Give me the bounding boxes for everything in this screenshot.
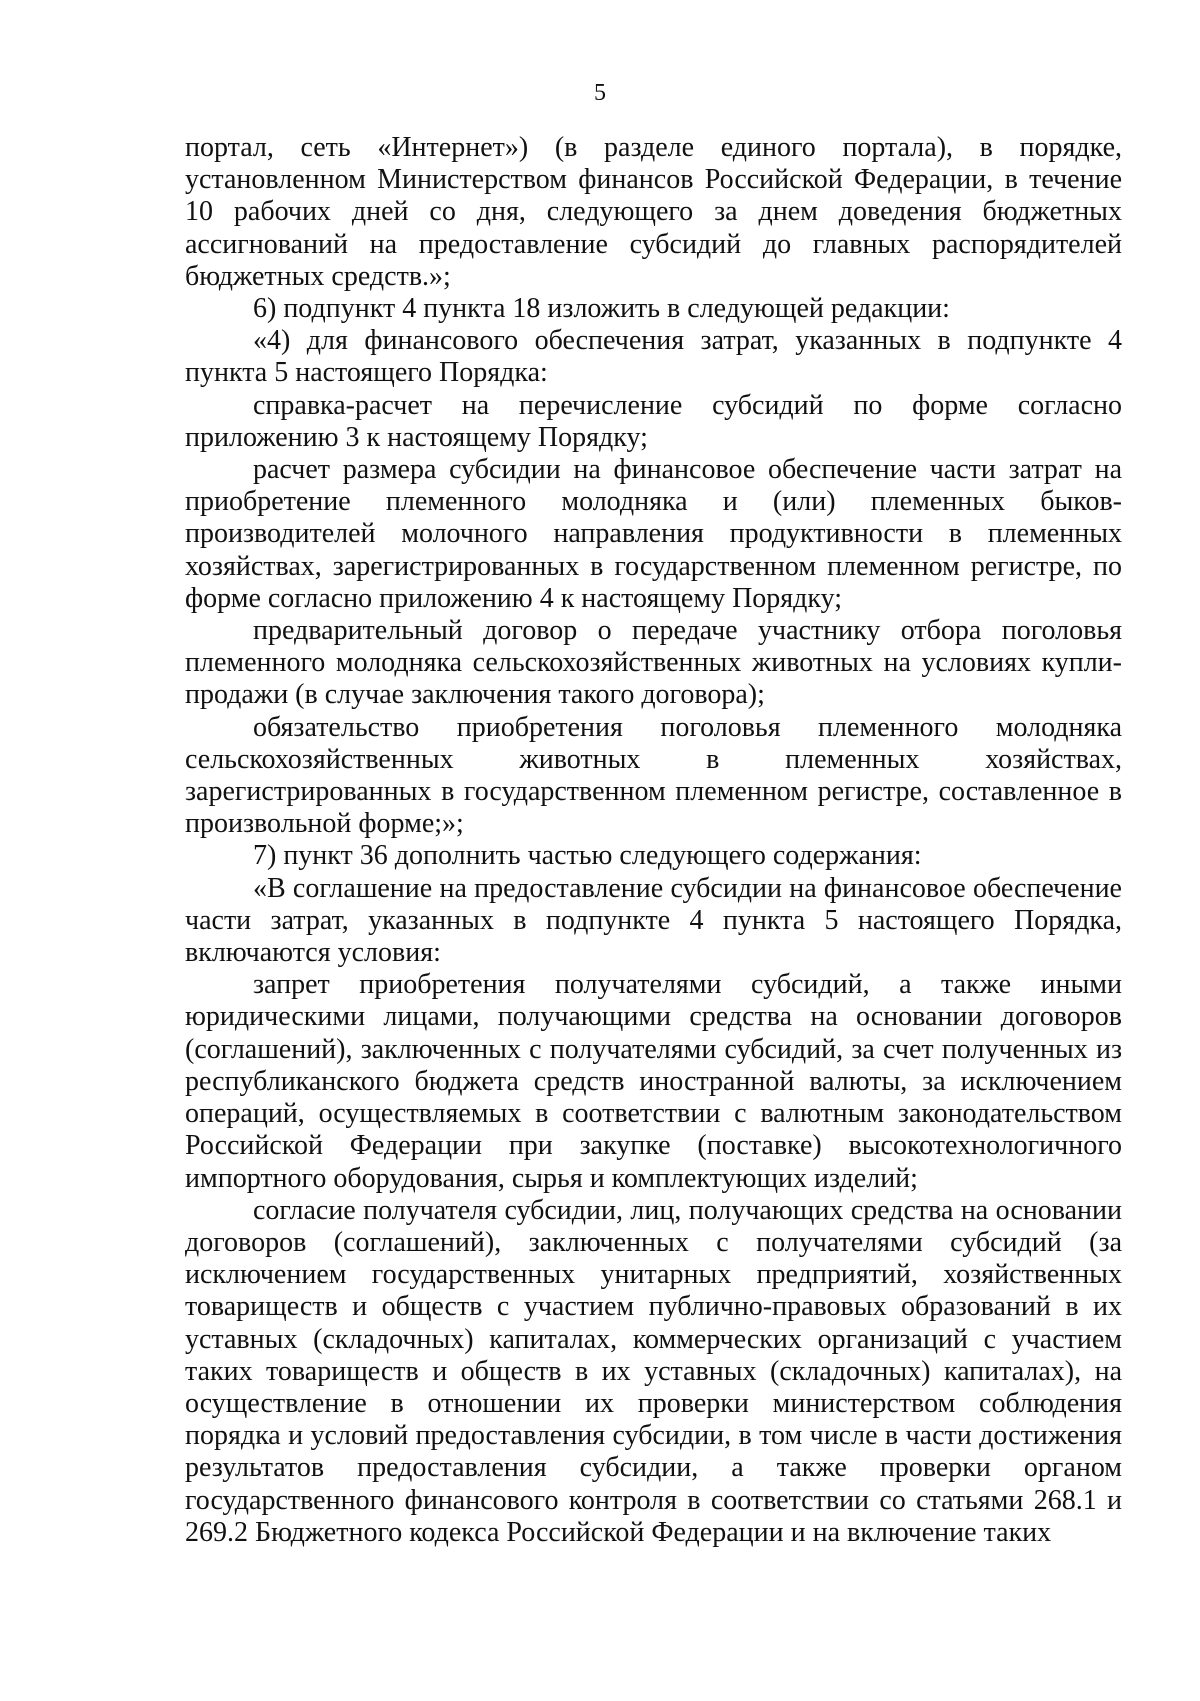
paragraph-preliminary-contract: предварительный договор о передаче участнику отбора поголовья племенного молодняка сельскохозяйственных животных на условиях купли-продажи (в случае заключения такого договора);	[185, 615, 1122, 711]
paragraph-subitem-4: «4) для финансового обеспечения затрат, указанных в подпункте 4 пункта 5 настоящего Порядка:	[185, 325, 1122, 389]
paragraph-continuation: портал, сеть «Интернет») (в разделе единого портала), в порядке, установленном Министерством финансов Российской Федерации, в течение 10 рабочих дней со дня, следующего за днем доведения бюджетных ассигнований на предоставление субсидий до главных распорядителей бюджетных средств.»;	[185, 132, 1122, 292]
paragraph-item-6: 6) подпункт 4 пункта 18 изложить в следующей редакции:	[253, 293, 950, 325]
paragraph-agreement-conditions: «В соглашение на предоставление субсидии на финансовое обеспечение части затрат, указанных в подпункте 4 пункта 5 настоящего Порядка, включаются условия:	[185, 872, 1122, 969]
paragraph-consent: согласие получателя субсидии, лиц, получающих средства на основании договоров (соглашений), заключенных с получателями субсидий (за исключением государственных унитарных предприятий, хозяйственных товариществ и обществ с участием публично-правовых образований в их уставных (складочных) капиталах, коммерческих организаций с участием таких товариществ и обществ в их уставных (складочных) капиталах), на осуществление в отношении их проверки министерством соблюдения порядка и условий предоставления субсидии, в том числе в части достижения результатов предоставления субсидии, а также проверки органом государственного финансового контроля в соответствии со статьями 268.1 и 269.2 Бюджетного кодекса Российской Федерации и на включение таких	[185, 1194, 1122, 1548]
paragraph-calculation-reference: справка-расчет на перечисление субсидий по форме согласно приложению 3 к настоящему Порядку;	[185, 389, 1122, 453]
paragraph-subsidy-calculation: расчет размера субсидии на финансовое обеспечение части затрат на приобретение племенного молодняка и (или) племенных быков-производителей молочного направления продуктивности в племенных хозяйствах, зарегистрированных в государственном племенном регистре, по форме согласно приложению 4 к настоящему Порядку;	[185, 454, 1122, 614]
paragraph-item-7: 7) пункт 36 дополнить частью следующего содержания:	[253, 840, 922, 872]
paragraph-obligation: обязательство приобретения поголовья племенного молодняка сельскохозяйственных животных в племенных хозяйствах, зарегистрированных в государственном племенном регистре, составленное в произвольной форме;»;	[185, 711, 1122, 840]
paragraph-currency-prohibition: запрет приобретения получателями субсидий, а также иными юридическими лицами, получающими средства на основании договоров (соглашений), заключенных с получателями субсидий, за счет полученных из республиканского бюджета средств иностранной валюты, за исключением операций, осуществляемых в соответствии с валютным законодательством Российской Федерации при закупке (поставке) высокотехнологичного импортного оборудования, сырья и комплектующих изделий;	[185, 969, 1122, 1194]
page-number: 5	[594, 80, 606, 106]
document-body	[185, 132, 1122, 1549]
